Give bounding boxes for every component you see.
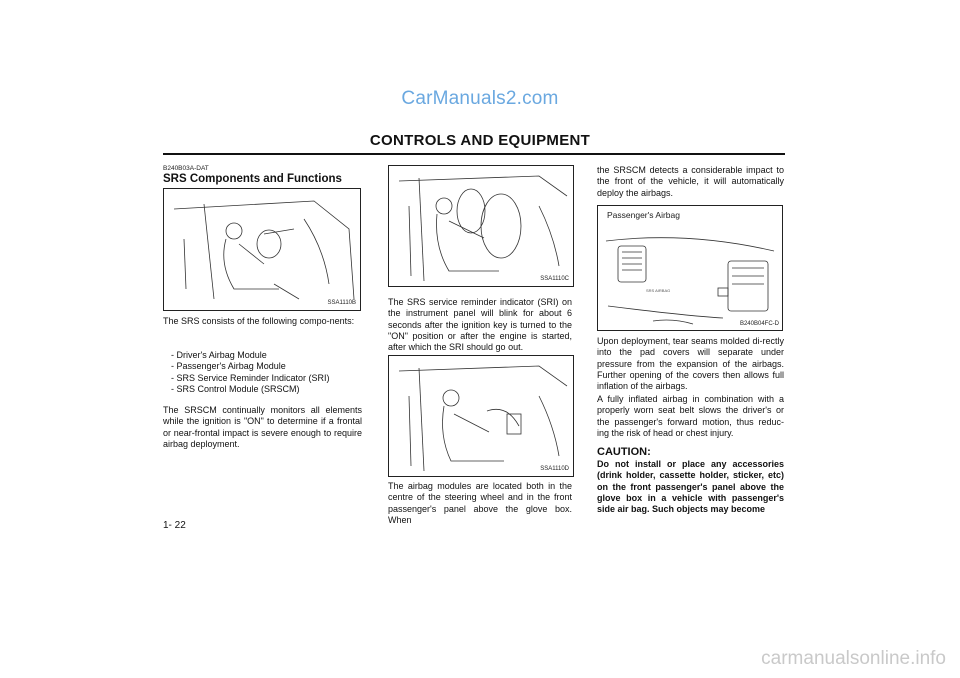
- caution-title: CAUTION:: [597, 446, 651, 458]
- header-rule: [163, 153, 785, 155]
- list-item: - Passenger's Airbag Module: [171, 361, 361, 372]
- page-number: 1- 22: [163, 520, 186, 531]
- figure-title: Passenger's Airbag: [607, 210, 680, 220]
- figure-label: B240B04FC-D: [739, 321, 779, 327]
- section-title: SRS Components and Functions: [163, 173, 342, 185]
- figure-passenger-airbag-drawing: [598, 206, 782, 330]
- list-item: - SRS Control Module (SRSCM): [171, 384, 361, 395]
- airbag-location-paragraph: The airbag modules are located both in the centre of the steering wheel and in the front passenger's panel above the glove box. When: [388, 481, 572, 525]
- section-code: B240B03A-DAT: [163, 165, 209, 172]
- list-item: - SRS Service Reminder Indicator (SRI): [171, 373, 361, 384]
- srscm-paragraph: The SRSCM continually monitors all elements while the ignition is "ON" to determine if a frontal or near-frontal impact is severe enough to require airbag deployment.: [163, 405, 362, 449]
- caution-text: Do not install or place any accessories (drink holder, cassette holder, sticker, etc) on the front passenger's panel above the glove box in a vehicle with passenger's side air bag. Such objects may become: [597, 459, 784, 515]
- figure-airbag-modules-drawing: [389, 356, 573, 476]
- figure-sri-drawing: [389, 166, 573, 286]
- tear-seam-paragraph: Upon deployment, tear seams molded di-rectly into the pad covers will separate under pressure from the expansion of the airbags. Further opening of the covers then allows full inflation of the airbags.: [597, 336, 784, 392]
- page-header: CONTROLS AND EQUIPMENT: [369, 132, 591, 149]
- deploy-paragraph: the SRSCM detects a considerable impact to the front of the vehicle, it will automatically deploy the airbags.: [597, 165, 784, 198]
- watermark-top: CarManuals2.com: [401, 88, 559, 109]
- figure-passenger-airbag: [597, 205, 783, 331]
- figure-label: SSA1110C: [540, 276, 569, 282]
- srs-components-list: [171, 350, 361, 395]
- watermark-bottom: carmanualsonline.info: [761, 648, 946, 669]
- figure-label: SSA1110B: [327, 300, 356, 306]
- list-item: - Driver's Airbag Module: [171, 350, 361, 361]
- figure-label: SSA1110D: [540, 466, 569, 472]
- seat-belt-paragraph: A fully inflated airbag in combination with a properly worn seat belt slows the driver's or the passenger's forward motion, thus reduc-ing the risk of head or chest injury.: [597, 394, 784, 438]
- figure-srs-driver-drawing: [164, 189, 360, 310]
- figure-srs-driver: [163, 188, 361, 311]
- figure-sri: [388, 165, 574, 287]
- srs-intro: The SRS consists of the following compo-nents:: [163, 316, 355, 326]
- figure-airbag-modules: [388, 355, 574, 477]
- sri-paragraph: The SRS service reminder indicator (SRI) on the instrument panel will blink for about 6 seconds after the ignition key is turned to the "ON" position or after the engine is started, after which the SRI should go out.: [388, 297, 572, 353]
- svg-text:SRS AIRBAG: SRS AIRBAG: [646, 288, 671, 293]
